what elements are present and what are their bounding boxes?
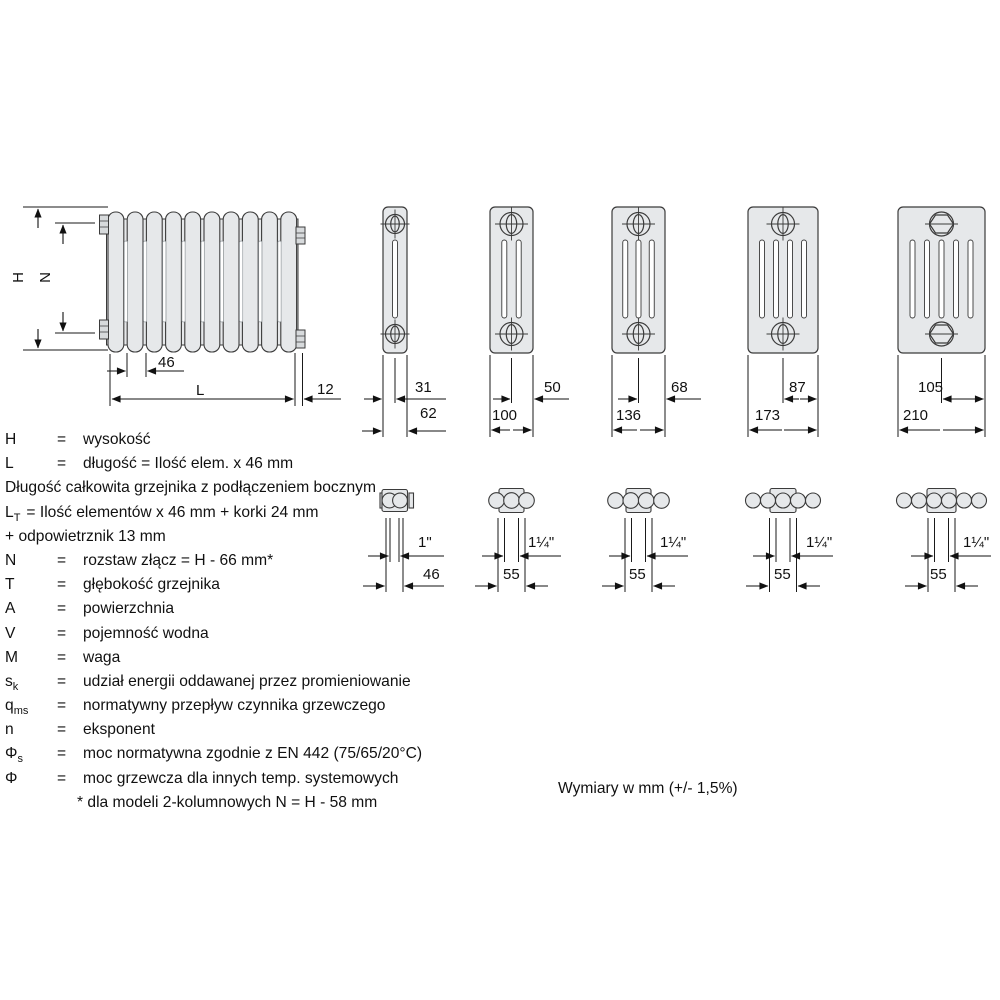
- topview4-pipe-size-label: 1¼": [806, 534, 833, 551]
- legend-text: Długość całkowita grzejnika z podłączeniem bocznym: [5, 479, 376, 497]
- topview2-width-label: 55: [503, 566, 520, 583]
- legend-row-7: [5, 573, 505, 597]
- legend-row-2: [5, 452, 505, 476]
- section5-half-depth-label: 105: [918, 379, 944, 396]
- section4-depth-label: 173: [755, 407, 781, 424]
- cross-section-3col: [490, 207, 533, 353]
- legend-text: pojemność wodna: [83, 624, 209, 642]
- cross-section-2col: [381, 207, 410, 353]
- legend-row-5: [5, 525, 505, 549]
- topview5-pipe-size-label: 1¼": [963, 534, 990, 551]
- legend-symbol: A: [5, 600, 16, 618]
- legend-text: + odpowietrznik 13 mm: [5, 527, 166, 545]
- legend-equals: =: [57, 672, 67, 690]
- legend-equals: =: [57, 431, 67, 448]
- topview3-width-label: 55: [629, 566, 646, 583]
- legend-equals: =: [57, 624, 67, 642]
- legend-text: rozstaw złącz = H - 66 mm*: [83, 551, 274, 569]
- section3-depth-label: 136: [616, 407, 642, 424]
- topview1-pipe-size-label: 1": [418, 534, 432, 551]
- height-dim-label: H: [9, 272, 27, 283]
- legend-symbol-subscript: s: [17, 753, 23, 766]
- legend-row-4: [5, 501, 505, 525]
- legend-text: = Ilość elementów x 46 mm + korki 24 mm: [26, 503, 319, 521]
- legend-text: wysokość: [83, 431, 151, 448]
- legend-text: powierzchnia: [83, 600, 175, 618]
- cross-section-6col: [898, 207, 985, 353]
- legend-symbol-subscript: k: [12, 680, 19, 693]
- legend-symbol: N: [5, 551, 17, 569]
- legend-text: głębokość grzejnika: [83, 576, 220, 594]
- legend-equals: =: [57, 551, 67, 569]
- legend-text: * dla modeli 2-kolumnowych N = H - 58 mm: [77, 793, 378, 811]
- legend-symbol-subscript: T: [13, 511, 21, 524]
- topview2-pipe-size-label: 1¼": [528, 534, 555, 551]
- legend-text: moc grzewcza dla innych temp. systemowych: [83, 769, 399, 787]
- legend-text: długość = Ilość elem. x 46 mm: [83, 455, 294, 473]
- legend-row-1: [5, 428, 505, 452]
- legend-symbol: H: [5, 431, 17, 448]
- legend-symbol: V: [5, 624, 16, 642]
- legend-equals: =: [57, 769, 67, 787]
- section4-half-depth-label: 87: [789, 379, 806, 396]
- cross-section-5col: [748, 207, 818, 353]
- legend-row-12: [5, 694, 505, 718]
- cross-section-4col: [612, 207, 665, 353]
- legend-row-9: [5, 622, 505, 646]
- legend-symbol: T: [5, 576, 15, 594]
- dimensions-tolerance-note: Wymiary w mm (+/- 1,5%): [558, 780, 738, 797]
- node-spacing-dim-label: N: [36, 272, 54, 283]
- legend-row-14: [5, 742, 505, 766]
- legend-symbol: M: [5, 648, 18, 666]
- legend-row-10: [5, 646, 505, 670]
- legend-equals: =: [57, 600, 67, 618]
- legend-symbol: L: [5, 455, 14, 473]
- section1-depth-label: 62: [420, 405, 437, 422]
- legend-symbol: $L_T$: [5, 503, 21, 524]
- section2-half-depth-label: 50: [544, 379, 561, 396]
- section5-depth-label: 210: [903, 407, 929, 424]
- section1-half-depth-label: 31: [415, 379, 432, 396]
- legend-equals: =: [57, 648, 67, 666]
- length-dim-label: L: [196, 382, 205, 399]
- legend-text: udział energii oddawanej przez promieniowanie: [83, 672, 411, 690]
- top-view-4col: [608, 489, 670, 513]
- legend-equals: =: [57, 576, 67, 594]
- front-view-radiator: [100, 212, 306, 352]
- legend-row-8: [5, 597, 505, 621]
- topview3-pipe-size-label: 1¼": [660, 534, 687, 551]
- symbol-legend: [5, 428, 505, 815]
- legend-symbol: n: [5, 721, 14, 739]
- legend-symbol-subscript: ms: [13, 705, 29, 718]
- top-view-6col: [897, 489, 987, 513]
- section2-depth-label: 100: [492, 407, 518, 424]
- legend-text: moc normatywna zgodnie z EN 442 (75/65/20°C): [83, 745, 423, 763]
- topview1-width-label: 46: [423, 566, 440, 583]
- cross-sections: [381, 207, 986, 353]
- legend-equals: =: [57, 745, 67, 763]
- side-connection-dim-label: 12: [317, 381, 334, 398]
- topview5-width-label: 55: [930, 566, 947, 583]
- legend-row-3: [5, 476, 505, 500]
- legend-symbol: $\Phi_s$: [5, 745, 23, 766]
- legend-text: normatywny przepływ czynnika grzewczego: [83, 697, 386, 715]
- legend-text: eksponent: [83, 721, 155, 739]
- legend-equals: =: [57, 455, 67, 473]
- top-view-5col: [746, 489, 821, 513]
- legend-text: waga: [83, 648, 121, 666]
- legend-symbol: $s_k$: [5, 672, 19, 693]
- legend-row-6: [5, 549, 505, 573]
- legend-row-11: [5, 670, 505, 694]
- element-width-dim-label: 46: [158, 354, 175, 371]
- legend-equals: =: [57, 697, 67, 715]
- legend-row-13: [5, 718, 505, 742]
- legend-row-16: [5, 791, 505, 815]
- section3-half-depth-label: 68: [671, 379, 688, 396]
- legend-symbol: $q_{ms}$: [5, 697, 29, 718]
- topview4-width-label: 55: [774, 566, 791, 583]
- legend-row-15: [5, 767, 505, 791]
- legend-equals: =: [57, 721, 67, 739]
- legend-symbol: Φ: [5, 769, 18, 787]
